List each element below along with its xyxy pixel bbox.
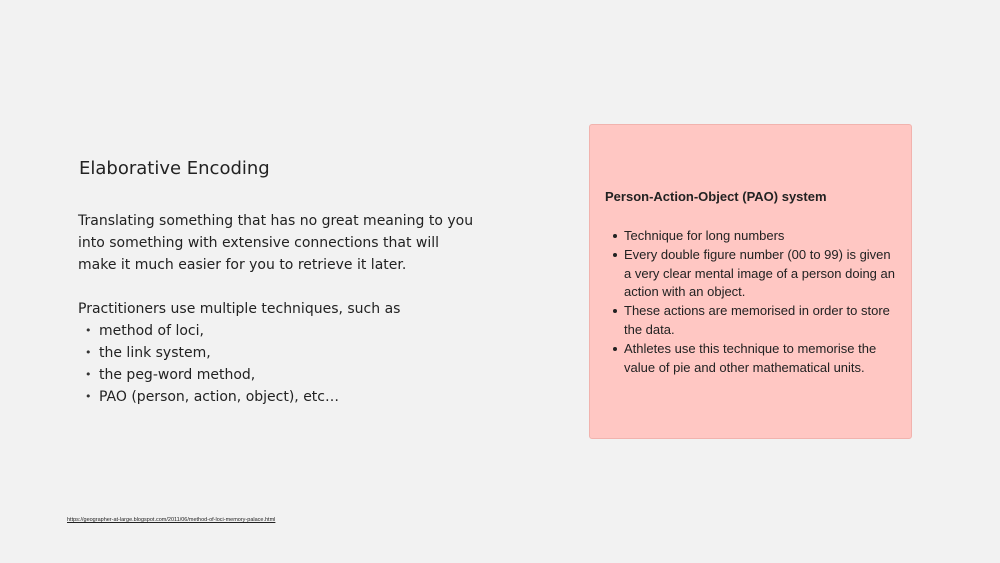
pao-point-text: Every double figure number (00 to 99) is given a very clear mental image of a person doing an action with an object. [624, 246, 895, 300]
intro-paragraph: Translating something that has no great meaning to you into something with extensive connections that will make it much easier for you to retrieve it later. [78, 213, 474, 273]
source-link[interactable]: https://geographer-at-large.blogspot.com/2011/06/method-of-loci-memory-palace.html [67, 517, 276, 523]
technique-item [80, 364, 339, 386]
bullet-icon [613, 253, 617, 257]
pao-card-title: Person-Action-Object (PAO) system [605, 189, 827, 204]
bullet-icon: • [85, 390, 92, 403]
technique-item [80, 320, 339, 342]
bullet-icon [613, 309, 617, 313]
technique-label: PAO (person, action, object), etc… [99, 389, 339, 405]
bullet-icon: • [85, 346, 92, 359]
slide-title: Elaborative Encoding [79, 158, 270, 179]
technique-label: method of loci, [99, 323, 204, 339]
pao-point [624, 246, 899, 302]
bullet-icon: • [85, 368, 92, 381]
technique-item [80, 342, 339, 364]
technique-label: the peg-word method, [99, 367, 256, 383]
pao-point-text: Athletes use this technique to memorise the value of pie and other mathematical units. [624, 340, 877, 375]
pao-point-text: These actions are memorised in order to store the data. [624, 303, 890, 337]
technique-list [80, 320, 339, 408]
technique-label: the link system, [99, 345, 211, 361]
bullet-icon [613, 234, 617, 238]
practitioners-lead: Practitioners use multiple techniques, such as [78, 301, 401, 317]
pao-card [589, 124, 912, 439]
pao-point [624, 227, 899, 246]
bullet-icon: • [85, 324, 92, 337]
pao-point [624, 302, 899, 340]
pao-point-text: Technique for long numbers [624, 228, 785, 243]
bullet-icon [613, 347, 617, 351]
pao-point [624, 340, 899, 378]
technique-item [80, 386, 339, 408]
pao-point-list [624, 227, 899, 377]
